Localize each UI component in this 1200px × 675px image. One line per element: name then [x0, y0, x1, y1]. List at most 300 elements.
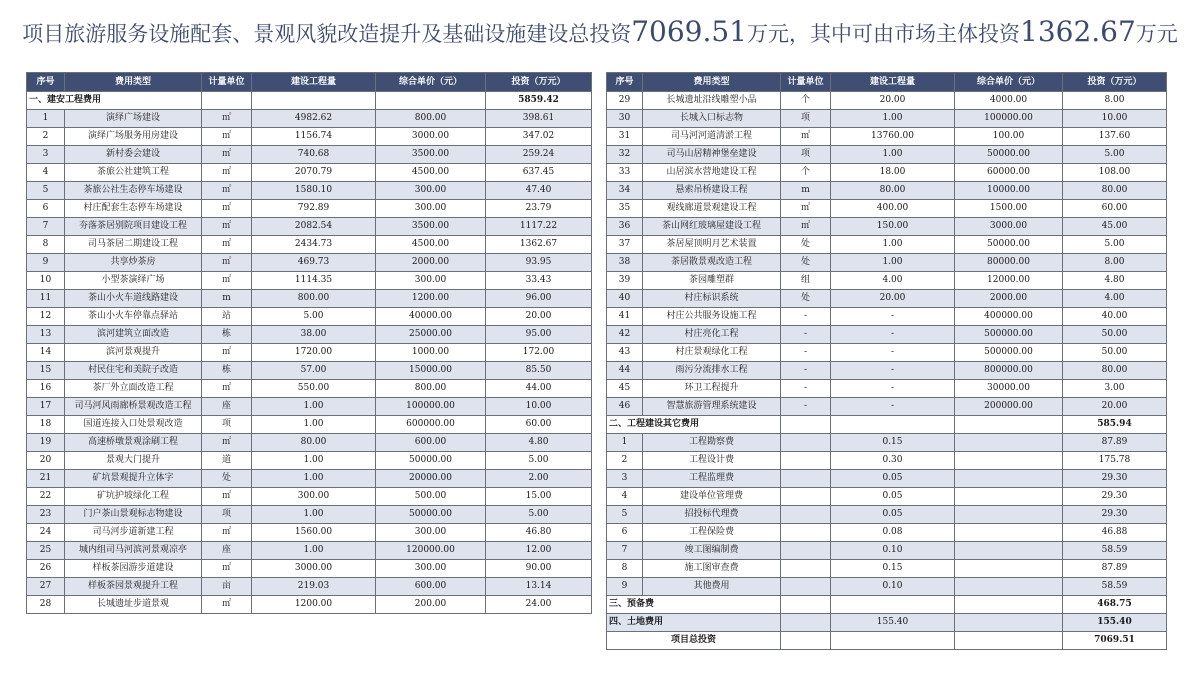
cell-type: 工程保险费: [643, 524, 781, 542]
cell-unit-price: 4000.00: [955, 92, 1063, 110]
table-row: [607, 560, 1167, 578]
cell-unit: ㎡: [202, 272, 252, 290]
table-row: [607, 488, 1167, 506]
cell-unit-price: 3500.00: [376, 218, 486, 236]
cell-type: 茶山小火车道线路建设: [65, 290, 202, 308]
cell-unit-price: 100000.00: [376, 398, 486, 416]
col-header-unit: 计量单位: [781, 73, 831, 92]
cell-quantity: 0.10: [831, 542, 955, 560]
cell-index: 22: [27, 488, 65, 506]
cell-unit-price: 200.00: [376, 596, 486, 614]
cell-investment: 172.00: [486, 344, 592, 362]
table-row: [27, 578, 592, 596]
table-row: [27, 452, 592, 470]
cell-index: 9: [27, 254, 65, 272]
cell-unit: [781, 542, 831, 560]
cell-unit-price: 50000.00: [376, 452, 486, 470]
section-row-reserve: [607, 596, 1167, 614]
cell-type: 长城遗址沿线雕塑小品: [643, 92, 781, 110]
cell-unit: ㎡: [781, 218, 831, 236]
cell-index: 37: [607, 236, 643, 254]
col-header-unit-price: 综合单价（元）: [955, 73, 1063, 92]
table-row: [27, 182, 592, 200]
cell-quantity: 18.00: [831, 164, 955, 182]
cell-index: 2: [27, 128, 65, 146]
cell-investment: 33.43: [486, 272, 592, 290]
cell-unit-price: 600000.00: [376, 416, 486, 434]
right-header-row: [607, 73, 1167, 92]
table-row: [27, 272, 592, 290]
cell-unit-price: 30000.00: [955, 380, 1063, 398]
col-header-index: 序号: [27, 73, 65, 92]
table-row: [607, 110, 1167, 128]
cell-unit: [781, 434, 831, 452]
table-row: [607, 254, 1167, 272]
section-total: 155.40: [1063, 614, 1167, 632]
cell-type: 司马河风雨廊桥景观改造工程: [65, 398, 202, 416]
cell-unit-price: 50000.00: [955, 236, 1063, 254]
cell-quantity: -: [831, 344, 955, 362]
cell-quantity: 3000.00: [252, 560, 376, 578]
cell-investment: 8.00: [1063, 92, 1167, 110]
cell-investment: 5.00: [486, 452, 592, 470]
cell-quantity: 219.03: [252, 578, 376, 596]
cell-index: 14: [27, 344, 65, 362]
grand-total-value: 7069.51: [1063, 632, 1167, 650]
table-row: [27, 560, 592, 578]
cell-type: 司马河河道清淤工程: [643, 128, 781, 146]
cell-quantity: -: [831, 362, 955, 380]
cell-index: 7: [27, 218, 65, 236]
cell-quantity: 4982.62: [252, 110, 376, 128]
cell-investment: 80.00: [1063, 182, 1167, 200]
cell-index: 8: [27, 236, 65, 254]
cell-type: 悬索吊桥建设工程: [643, 182, 781, 200]
cell-unit: ㎡: [202, 218, 252, 236]
table-row: [607, 506, 1167, 524]
cell-investment: 20.00: [486, 308, 592, 326]
cell-unit-price: 300.00: [376, 272, 486, 290]
cell-unit-price: 12000.00: [955, 272, 1063, 290]
cell-index: 9: [607, 578, 643, 596]
table-row: [607, 164, 1167, 182]
cell-type: 景观大门提升: [65, 452, 202, 470]
cell-index: 4: [27, 164, 65, 182]
cell-unit: 处: [781, 236, 831, 254]
cell-unit-price: 100000.00: [955, 110, 1063, 128]
section-unit-price: [955, 596, 1063, 614]
cell-unit-price: 300.00: [376, 560, 486, 578]
col-header-type: 费用类型: [65, 73, 202, 92]
cell-index: 16: [27, 380, 65, 398]
cell-type: 施工图审查费: [643, 560, 781, 578]
cell-quantity: 1580.10: [252, 182, 376, 200]
cell-type: 演绎广场服务用房建设: [65, 128, 202, 146]
table-row: [27, 236, 592, 254]
cell-quantity: 13760.00: [831, 128, 955, 146]
cell-index: 5: [607, 506, 643, 524]
cell-investment: 29.30: [1063, 488, 1167, 506]
cell-unit: 处: [781, 254, 831, 272]
cell-index: 28: [27, 596, 65, 614]
cell-unit-price: [955, 542, 1063, 560]
table-row: [607, 452, 1167, 470]
cell-type: 工程监理费: [643, 470, 781, 488]
cell-unit: ㎡: [202, 128, 252, 146]
cell-type: 共享炒茶房: [65, 254, 202, 272]
cell-unit: -: [781, 344, 831, 362]
cell-type: 高速桥墩景观涂刷工程: [65, 434, 202, 452]
section-unit-price: [955, 416, 1063, 434]
cell-unit-price: 4500.00: [376, 236, 486, 254]
cell-unit-price: 120000.00: [376, 542, 486, 560]
cell-unit: ㎡: [202, 146, 252, 164]
cell-type: 茶居屋顶明月艺术装置: [643, 236, 781, 254]
table-row: [607, 146, 1167, 164]
page-heading: [0, 12, 1200, 54]
cell-index: 21: [27, 470, 65, 488]
cell-type: 茶山网红玻璃屋建设工程: [643, 218, 781, 236]
cell-index: 3: [27, 146, 65, 164]
cell-investment: 58.59: [1063, 578, 1167, 596]
table-row: [607, 434, 1167, 452]
cell-unit-price: 600.00: [376, 434, 486, 452]
cell-unit-price: [955, 506, 1063, 524]
cell-investment: 8.00: [1063, 254, 1167, 272]
cell-index: 1: [27, 110, 65, 128]
cell-unit-price: 1000.00: [376, 344, 486, 362]
grand-total-label: 项目总投资: [607, 632, 781, 650]
cell-investment: 50.00: [1063, 326, 1167, 344]
cell-investment: 5.00: [486, 506, 592, 524]
cell-index: 38: [607, 254, 643, 272]
cell-quantity: 2070.79: [252, 164, 376, 182]
cell-type: 工程勘察费: [643, 434, 781, 452]
cell-type: 夯落茶居别院项目建设工程: [65, 218, 202, 236]
cell-index: 5: [27, 182, 65, 200]
cell-investment: 12.00: [486, 542, 592, 560]
cell-unit-price: 1200.00: [376, 290, 486, 308]
table-row: [27, 470, 592, 488]
cell-quantity: 1560.00: [252, 524, 376, 542]
cell-quantity: 0.05: [831, 488, 955, 506]
cell-unit: 项: [202, 416, 252, 434]
table-row: [607, 200, 1167, 218]
table-row: [607, 578, 1167, 596]
cell-unit: 栋: [202, 326, 252, 344]
cell-unit: [781, 578, 831, 596]
cell-index: 35: [607, 200, 643, 218]
table-row: [27, 344, 592, 362]
cell-unit-price: 500000.00: [955, 344, 1063, 362]
section-label: 四、土地费用: [607, 614, 781, 632]
cell-index: 6: [27, 200, 65, 218]
cell-type: 建设单位管理费: [643, 488, 781, 506]
cell-investment: 93.95: [486, 254, 592, 272]
col-header-type: 费用类型: [643, 73, 781, 92]
cell-quantity: 1720.00: [252, 344, 376, 362]
cell-unit: 处: [202, 470, 252, 488]
cell-unit-price: 60000.00: [955, 164, 1063, 182]
cell-quantity: 0.05: [831, 470, 955, 488]
cell-quantity: 0.15: [831, 560, 955, 578]
cell-unit-price: 4500.00: [376, 164, 486, 182]
cell-investment: 95.00: [486, 326, 592, 344]
cell-type: 村庄亮化工程: [643, 326, 781, 344]
cell-quantity: 0.15: [831, 434, 955, 452]
table-row: [27, 218, 592, 236]
cell-unit-price: [955, 488, 1063, 506]
section-unit: [202, 92, 252, 110]
cell-index: 27: [27, 578, 65, 596]
cell-quantity: 0.10: [831, 578, 955, 596]
cell-investment: 60.00: [1063, 200, 1167, 218]
cell-unit: 处: [781, 290, 831, 308]
cell-investment: 4.80: [1063, 272, 1167, 290]
cell-quantity: -: [831, 380, 955, 398]
cell-index: 7: [607, 542, 643, 560]
cell-investment: 46.80: [486, 524, 592, 542]
cell-index: 11: [27, 290, 65, 308]
table-row: [607, 398, 1167, 416]
cell-investment: 44.00: [486, 380, 592, 398]
section-label: 三、预备费: [607, 596, 781, 614]
table-row: [607, 362, 1167, 380]
cell-index: 17: [27, 398, 65, 416]
cell-index: 45: [607, 380, 643, 398]
table-row: [27, 200, 592, 218]
cell-type: 城内组司马河滨河景观凉亭: [65, 542, 202, 560]
cell-quantity: 0.05: [831, 506, 955, 524]
cell-index: 2: [607, 452, 643, 470]
cell-quantity: 740.68: [252, 146, 376, 164]
table-row: [27, 146, 592, 164]
cell-type: 竣工图编制费: [643, 542, 781, 560]
table-row: [607, 344, 1167, 362]
grand-total-unit-price: [955, 632, 1063, 650]
cell-quantity: 20.00: [831, 290, 955, 308]
cell-unit-price: 500.00: [376, 488, 486, 506]
table-row: [607, 524, 1167, 542]
cell-type: 村庄标识系统: [643, 290, 781, 308]
cell-quantity: 38.00: [252, 326, 376, 344]
cell-investment: 23.79: [486, 200, 592, 218]
cell-quantity: 150.00: [831, 218, 955, 236]
cell-unit: -: [781, 326, 831, 344]
heading-text-3: 万元: [1135, 22, 1178, 46]
col-header-unit-price: 综合单价（元）: [376, 73, 486, 92]
cell-unit: ㎡: [202, 110, 252, 128]
section-quantity: [831, 596, 955, 614]
cell-unit: ㎡: [781, 200, 831, 218]
table-row: [27, 416, 592, 434]
cell-quantity: 792.89: [252, 200, 376, 218]
section-total: 585.94: [1063, 416, 1167, 434]
col-header-index: 序号: [607, 73, 643, 92]
cell-unit-price: 300.00: [376, 182, 486, 200]
table-row: [27, 128, 592, 146]
table-row: [607, 326, 1167, 344]
section-total: 468.75: [1063, 596, 1167, 614]
cell-unit-price: 10000.00: [955, 182, 1063, 200]
section-label: 一、建安工程费用: [27, 92, 202, 110]
cell-unit-price: [955, 524, 1063, 542]
cell-unit-price: 50000.00: [376, 506, 486, 524]
cell-quantity: 400.00: [831, 200, 955, 218]
cell-type: 观线廊道景观建设工程: [643, 200, 781, 218]
heading-text-1: 项目旅游服务设施配套、景观风貌改造提升及基础设施建设总投资: [22, 22, 632, 46]
section-row-construction: [27, 92, 592, 110]
cell-unit-price: [955, 452, 1063, 470]
table-row: [607, 272, 1167, 290]
table-row: [27, 434, 592, 452]
cell-index: 3: [607, 470, 643, 488]
section-quantity: 155.40: [831, 614, 955, 632]
cell-unit: ㎡: [202, 254, 252, 272]
cell-index: 12: [27, 308, 65, 326]
left-cost-table: [26, 72, 592, 614]
cell-index: 40: [607, 290, 643, 308]
grand-total-unit: [781, 632, 831, 650]
cell-type: 雨污分流排水工程: [643, 362, 781, 380]
cell-quantity: 300.00: [252, 488, 376, 506]
cell-type: 村庄配套生态停车场建设: [65, 200, 202, 218]
cell-unit: ㎡: [202, 182, 252, 200]
cell-index: 32: [607, 146, 643, 164]
cell-unit-price: 20000.00: [376, 470, 486, 488]
cell-type: 样板茶园游步道建设: [65, 560, 202, 578]
table-row: [607, 542, 1167, 560]
cell-type: 滨河景观提升: [65, 344, 202, 362]
section-unit: [781, 416, 831, 434]
section-label: 二、工程建设其它费用: [607, 416, 781, 434]
cell-unit: ㎡: [202, 524, 252, 542]
cell-unit: 个: [781, 164, 831, 182]
cell-investment: 5.00: [1063, 146, 1167, 164]
cell-index: 24: [27, 524, 65, 542]
grand-total-row: [607, 632, 1167, 650]
heading-market-investment: 1362.67: [1020, 15, 1136, 48]
heading-text-2: 万元，其中可由市场主体投资: [747, 22, 1020, 46]
cell-investment: 108.00: [1063, 164, 1167, 182]
cell-unit: 项: [202, 506, 252, 524]
cell-index: 36: [607, 218, 643, 236]
cell-unit: 站: [202, 308, 252, 326]
cell-type: 新村委会建设: [65, 146, 202, 164]
table-row: [27, 542, 592, 560]
cell-quantity: 80.00: [252, 434, 376, 452]
cell-quantity: 1.00: [252, 542, 376, 560]
cell-investment: 58.59: [1063, 542, 1167, 560]
cell-investment: 47.40: [486, 182, 592, 200]
section-quantity: [831, 416, 955, 434]
cell-quantity: 20.00: [831, 92, 955, 110]
cell-unit: [781, 470, 831, 488]
cell-unit-price: 300.00: [376, 200, 486, 218]
cell-unit: [781, 524, 831, 542]
heading-total-investment: 7069.51: [631, 15, 747, 48]
cell-unit-price: 40000.00: [376, 308, 486, 326]
table-row: [607, 128, 1167, 146]
table-row: [27, 524, 592, 542]
cell-unit-price: 800.00: [376, 380, 486, 398]
cell-unit: -: [781, 398, 831, 416]
cell-index: 8: [607, 560, 643, 578]
cell-index: 23: [27, 506, 65, 524]
cell-index: 19: [27, 434, 65, 452]
col-header-quantity: 建设工程量: [252, 73, 376, 92]
cell-index: 18: [27, 416, 65, 434]
cell-type: 山居滨水营地建设工程: [643, 164, 781, 182]
cell-type: 茶园雕塑群: [643, 272, 781, 290]
cell-quantity: 1.00: [252, 452, 376, 470]
cell-investment: 1362.67: [486, 236, 592, 254]
table-row: [27, 110, 592, 128]
table-row: [607, 236, 1167, 254]
cell-type: 小型茶演绎广场: [65, 272, 202, 290]
cell-unit-price: 15000.00: [376, 362, 486, 380]
cell-quantity: 1200.00: [252, 596, 376, 614]
cell-unit-price: 200000.00: [955, 398, 1063, 416]
table-row: [607, 182, 1167, 200]
cell-unit-price: [955, 470, 1063, 488]
cell-investment: 40.00: [1063, 308, 1167, 326]
cell-quantity: 1.00: [252, 416, 376, 434]
cell-unit-price: 2000.00: [376, 254, 486, 272]
cell-unit: ㎡: [202, 380, 252, 398]
cell-unit: -: [781, 380, 831, 398]
grand-total-quantity: [831, 632, 955, 650]
cell-investment: 45.00: [1063, 218, 1167, 236]
table-row: [27, 362, 592, 380]
section-unit-price: [955, 614, 1063, 632]
cell-unit: ㎡: [202, 344, 252, 362]
cell-index: 13: [27, 326, 65, 344]
cell-index: 20: [27, 452, 65, 470]
cell-index: 33: [607, 164, 643, 182]
col-header-investment: 投资（万元）: [486, 73, 592, 92]
cell-quantity: -: [831, 308, 955, 326]
cell-type: 茶山小火车停靠点驿站: [65, 308, 202, 326]
cell-unit: 个: [781, 92, 831, 110]
cell-quantity: 1156.74: [252, 128, 376, 146]
cell-investment: 60.00: [486, 416, 592, 434]
cell-type: 门户茶山景观标志物建设: [65, 506, 202, 524]
cell-unit: ㎡: [202, 488, 252, 506]
table-row: [607, 92, 1167, 110]
section-row-land: [607, 614, 1167, 632]
cell-index: 31: [607, 128, 643, 146]
cell-unit: [781, 452, 831, 470]
cell-quantity: 5.00: [252, 308, 376, 326]
section-unit: [781, 596, 831, 614]
cell-investment: 259.24: [486, 146, 592, 164]
cell-unit-price: 800.00: [376, 110, 486, 128]
cell-type: 茶旅公社建筑工程: [65, 164, 202, 182]
cell-quantity: 2082.54: [252, 218, 376, 236]
cell-index: 4: [607, 488, 643, 506]
cell-unit: m: [202, 290, 252, 308]
cell-investment: 4.00: [1063, 290, 1167, 308]
cell-investment: 2.00: [486, 470, 592, 488]
table-row: [27, 290, 592, 308]
cell-type: 长城入口标志物: [643, 110, 781, 128]
cell-investment: 13.14: [486, 578, 592, 596]
cell-investment: 29.30: [1063, 470, 1167, 488]
cell-type: 招投标代理费: [643, 506, 781, 524]
cell-investment: 137.60: [1063, 128, 1167, 146]
cell-type: 演绎广场建设: [65, 110, 202, 128]
